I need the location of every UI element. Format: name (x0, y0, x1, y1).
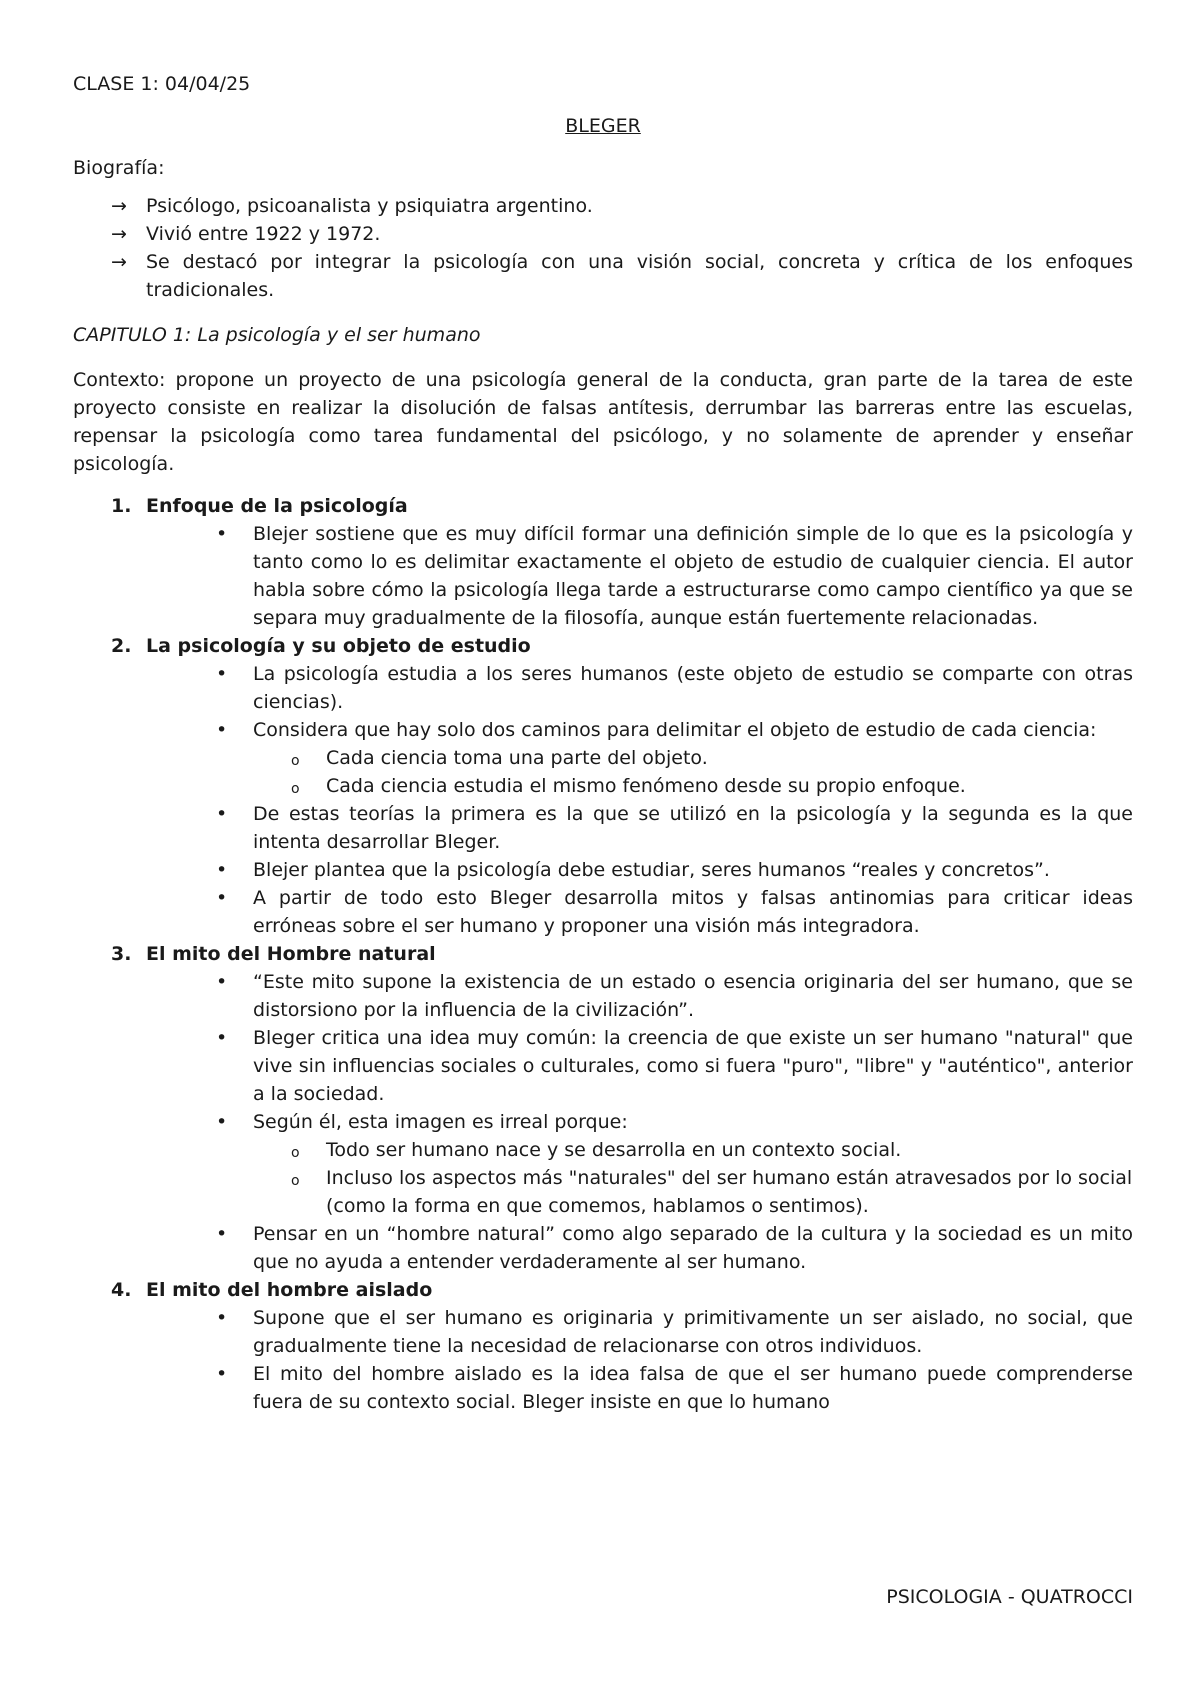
page-footer: PSICOLOGIA - QUATROCCI (886, 1586, 1133, 1608)
biography-item (73, 192, 1133, 220)
bullet-text: De estas teorías la primera es la que se utilizó en la psicología y la segunda es la que intenta desarrollar Bleger. (253, 803, 1133, 853)
bullet-icon: • (216, 803, 228, 825)
circle-bullet-icon: o (291, 753, 300, 769)
arrow-icon: → (111, 223, 127, 245)
bullet-icon: • (216, 1223, 228, 1245)
circle-bullet-icon: o (291, 1145, 300, 1161)
bullet-list (73, 968, 1133, 1136)
sub-bullet-item (73, 772, 1133, 800)
section-heading (73, 632, 1133, 660)
bullet-item (73, 660, 1133, 716)
bullet-icon: • (216, 887, 228, 909)
section (73, 940, 1133, 1276)
section-heading (73, 1276, 1133, 1304)
section-title: El mito del Hombre natural (146, 943, 436, 965)
bullet-icon: • (216, 1307, 228, 1329)
section-number: 4. (111, 1279, 132, 1301)
bullet-item (73, 1108, 1133, 1136)
bullet-text: A partir de todo esto Bleger desarrolla mitos y falsas antinomias para criticar ideas erróneas sobre el ser humano y proponer una visión más integradora. (253, 887, 1133, 937)
section (73, 492, 1133, 632)
bullet-icon: • (216, 971, 228, 993)
bullet-item (73, 884, 1133, 940)
section (73, 1276, 1133, 1416)
arrow-icon: → (111, 251, 127, 273)
bullet-item (73, 968, 1133, 1024)
biography-item-text: Vivió entre 1922 y 1972. (146, 223, 381, 245)
arrow-icon: → (111, 195, 127, 217)
bullet-list (73, 800, 1133, 940)
sub-bullet-list (73, 1136, 1133, 1220)
bullet-text: La psicología estudia a los seres humanos (este objeto de estudio se comparte con otras ciencias). (253, 663, 1133, 713)
circle-bullet-icon: o (291, 1173, 300, 1189)
sub-bullet-list (73, 744, 1133, 800)
bullet-item (73, 1360, 1133, 1416)
chapter-title: CAPITULO 1: La psicología y el ser humano (73, 324, 481, 346)
bullet-text: “Este mito supone la existencia de un estado o esencia originaria del ser humano, que se distorsiono por la influencia de la civilización”. (253, 971, 1133, 1021)
bullet-text: Blejer sostiene que es muy difícil formar una definición simple de lo que es la psicología y tanto como lo es delimitar exactamente el objeto de estudio de cualquier ciencia. El autor habla sobre cómo la psicología llega tarde a estructurarse como campo científico ya que se separa muy gradualmente de la filosofía, aunque están fuertemente relacionadas. (253, 523, 1133, 629)
biography-list (73, 192, 1133, 304)
bullet-item (73, 716, 1133, 744)
section-heading (73, 940, 1133, 968)
bullet-item (73, 1304, 1133, 1360)
bullet-item (73, 800, 1133, 856)
bullet-icon: • (216, 859, 228, 881)
bullet-list (73, 1220, 1133, 1276)
bullet-icon: • (216, 663, 228, 685)
bullet-icon: • (216, 523, 228, 545)
section-title: La psicología y su objeto de estudio (146, 635, 531, 657)
biography-item-text: Se destacó por integrar la psicología con una visión social, concreta y crítica de los enfoques tradicionales. (146, 251, 1133, 301)
bullet-icon: • (216, 1363, 228, 1385)
bullet-icon: • (216, 1027, 228, 1049)
bullet-text: Considera que hay solo dos caminos para delimitar el objeto de estudio de cada ciencia: (253, 719, 1097, 741)
bullet-text: Bleger critica una idea muy común: la creencia de que existe un ser humano "natural" que vive sin influencias sociales o culturales, como si fuera "puro", "libre" y "auténtico", anterior a la sociedad. (253, 1027, 1133, 1105)
sub-bullet-item (73, 1136, 1133, 1164)
sub-bullet-text: Cada ciencia toma una parte del objeto. (326, 747, 708, 769)
bullet-icon: • (216, 1111, 228, 1133)
bullet-text: El mito del hombre aislado es la idea falsa de que el ser humano puede comprenderse fuera de su contexto social. Bleger insiste en que lo humano (253, 1363, 1133, 1413)
biography-item-text: Psicólogo, psicoanalista y psiquiatra argentino. (146, 195, 593, 217)
sub-bullet-text: Todo ser humano nace y se desarrolla en un contexto social. (326, 1139, 902, 1161)
bullet-item (73, 856, 1133, 884)
section-heading (73, 492, 1133, 520)
biography-item (73, 248, 1133, 304)
chapter-context: Contexto: propone un proyecto de una psicología general de la conducta, gran parte de la tarea de este proyecto consiste en realizar la disolución de falsas antítesis, derrumbar las barreras entre las escuelas, repensar la psicología como tarea fundamental del psicólogo, y no solamente de aprender y enseñar psicología. (73, 369, 1133, 475)
sub-bullet-text: Cada ciencia estudia el mismo fenómeno desde su propio enfoque. (326, 775, 966, 797)
document-page (73, 70, 1133, 1416)
section-number: 2. (111, 635, 132, 657)
section (73, 632, 1133, 940)
bullet-text: Blejer plantea que la psicología debe estudiar, seres humanos “reales y concretos”. (253, 859, 1050, 881)
section-number: 1. (111, 495, 132, 517)
bullet-icon: • (216, 719, 228, 741)
document-title: BLEGER (565, 115, 641, 137)
bullet-text: Supone que el ser humano es originaria y primitivamente un ser aislado, no social, que gradualmente tiene la necesidad de relacionarse con otros individuos. (253, 1307, 1133, 1357)
bullet-list (73, 660, 1133, 744)
class-date-line: CLASE 1: 04/04/25 (73, 73, 251, 95)
sub-bullet-text: Incluso los aspectos más "naturales" del ser humano están atravesados por lo social (como la forma en que comemos, hablamos o sentimos). (326, 1167, 1133, 1217)
bullet-list (73, 520, 1133, 632)
bullet-item (73, 520, 1133, 632)
section-number: 3. (111, 943, 132, 965)
sub-bullet-item (73, 744, 1133, 772)
bullet-text: Según él, esta imagen es irreal porque: (253, 1111, 628, 1133)
bullet-item (73, 1024, 1133, 1108)
section-list (73, 492, 1133, 1416)
section-title: El mito del hombre aislado (146, 1279, 433, 1301)
section-title: Enfoque de la psicología (146, 495, 408, 517)
biography-label: Biografía: (73, 157, 165, 179)
bullet-list (73, 1304, 1133, 1416)
bullet-text: Pensar en un “hombre natural” como algo separado de la cultura y la sociedad es un mito que no ayuda a entender verdaderamente al ser humano. (253, 1223, 1133, 1273)
bullet-item (73, 1220, 1133, 1276)
circle-bullet-icon: o (291, 781, 300, 797)
sub-bullet-item (73, 1164, 1133, 1220)
biography-item (73, 220, 1133, 248)
